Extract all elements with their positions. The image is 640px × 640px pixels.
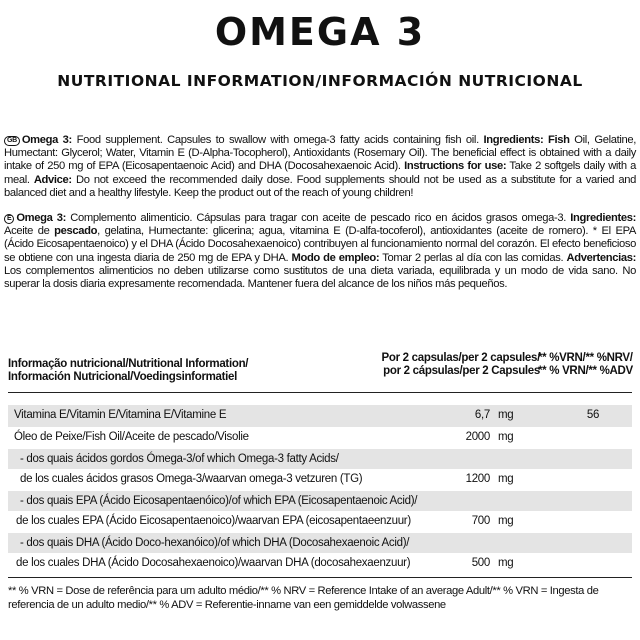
row-label: de los cuales ácidos grasos Omega-3/waarvan omega-3 vetzuren (TG) bbox=[20, 473, 363, 485]
ingredients-label: Ingredients: Fish bbox=[483, 134, 570, 146]
instructions-label: Modo de empleo: bbox=[291, 251, 380, 264]
row-unit: mg bbox=[498, 515, 514, 527]
fish-label: pescado bbox=[54, 225, 98, 238]
table-row bbox=[8, 469, 632, 491]
table-row bbox=[8, 491, 632, 511]
header-divider bbox=[8, 392, 632, 393]
row-label: de los cuales EPA (Ácido Eicosapentaenoico)/waarvan EPA (eicosapentaeenzuur) bbox=[16, 515, 411, 527]
description-text: Tomar 2 perlas al día con las comidas. bbox=[379, 251, 567, 264]
row-amount: 500 bbox=[471, 557, 490, 569]
header-amount-line: Por 2 capsulas/per 2 capsules/ bbox=[381, 352, 540, 364]
table-row bbox=[8, 511, 632, 533]
description-text: Take 2 softgels daily with a meal. bbox=[4, 160, 636, 186]
row-label: de los cuales DHA (Ácido Docosahexaenoico)/waarvan DHA (docosahexaenzuur) bbox=[16, 557, 411, 569]
description-text: Aceite de bbox=[4, 225, 55, 238]
row-label: - dos quais DHA (Ácido Doco-hexanóico)/of which DHA (Docosahexaenoic Acid)/ bbox=[20, 537, 410, 549]
table-row bbox=[8, 553, 632, 575]
row-unit: mg bbox=[498, 557, 514, 569]
language-badge-gb: GB bbox=[4, 136, 20, 146]
header-amount-column bbox=[380, 352, 540, 378]
nutrition-table-header bbox=[8, 352, 632, 388]
nutrition-table-body bbox=[8, 405, 632, 575]
header-label-line: Informação nutricional/Nutritional Information/ bbox=[8, 358, 249, 370]
table-bottom-divider bbox=[8, 577, 632, 578]
table-row bbox=[8, 533, 632, 553]
description-text: Complemento alimenticio. Cápsulas para tragar con aceite de pescado rico en ácidos grasos omega-3. bbox=[66, 212, 571, 224]
description-text: Oil, Gelatine, Humectant: Glycerol; Water, Vitamin E (D-Alpha-Tocopherol), Antioxidants (Rosemary Oil). The beneficial effect is obtained with a daily intake of 250 mg of EPA (Eicosapentaenoic Acid) and DHA (Docosahexaenoic Acid). bbox=[4, 134, 636, 173]
row-amount: 700 bbox=[471, 515, 490, 527]
description-text: Do not exceed the recommended daily dose. Food supplements should not be used as a substitute for a varied and balanced diet and a healthy lifestyle. Keep the product out of the reach of young children! bbox=[4, 173, 636, 199]
description-text: , gelatina, Humectante: glicerina; agua, vitamina E (D-alfa-tocoferol), antioxidantes (aceite de romero). * El EPA (Ácido Eicosapentaenoico) y el DHA (Ácido Docosahexaenoico) contribuyen al funcionamiento normal del corazón. El efecto beneficioso se obtiene con una ingesta diaria de 250 mg de EPA y DHA. bbox=[4, 225, 636, 264]
header-vrn-column bbox=[538, 352, 638, 378]
instructions-label: Instructions for use: bbox=[404, 160, 507, 173]
row-amount: 2000 bbox=[465, 431, 490, 443]
row-label: Óleo de Peixe/Fish Oil/Aceite de pescado/Visolie bbox=[14, 431, 249, 443]
row-label: Vitamina E/Vitamin E/Vitamina E/Vitamine E bbox=[14, 409, 227, 421]
english-description bbox=[4, 134, 636, 200]
table-row bbox=[8, 449, 632, 469]
row-label: - dos quais EPA (Ácido Eicosapentaenóico)/of which EPA (Eicosapentaenoic Acid)/ bbox=[20, 495, 418, 507]
language-badge-e: E bbox=[4, 214, 14, 224]
description-text: Los complementos alimenticios no deben utilizarse como sustitutos de una dieta variada, equilibrada y un modo de vida sano. No superar la dosis diaria expresamente recomendada. Mantener fuera del alcance de los niños más pequeños. bbox=[4, 264, 636, 291]
row-unit: mg bbox=[498, 431, 514, 443]
product-name-label: Omega 3: bbox=[16, 212, 67, 224]
section-subtitle: NUTRITIONAL INFORMATION/INFORMACIÓN NUTRICIONAL bbox=[57, 72, 583, 90]
row-amount: 1200 bbox=[465, 473, 490, 485]
header-vrn-line: ** %VRN/** %NRV/ bbox=[538, 352, 633, 364]
row-label: - dos quais ácidos gordos Ómega-3/of which Omega-3 fatty Acids/ bbox=[20, 453, 339, 465]
row-vrn: 56 bbox=[586, 409, 600, 421]
ingredients-label: Ingredientes: bbox=[570, 212, 636, 224]
header-label-column bbox=[8, 358, 288, 384]
row-amount: 6,7 bbox=[474, 409, 490, 421]
advice-label: Advice: bbox=[33, 173, 72, 186]
table-row bbox=[8, 427, 632, 449]
product-name-label: Omega 3: bbox=[21, 134, 72, 146]
reference-footnote: ** % VRN = Dose de referência para um adulto médio/** % NRV = Reference Intake of an average Adult/** % VRN = Ingesta de referencia de un adulto medio/** % ADV = Referentie-inname van een gemiddelde volwassene bbox=[8, 585, 599, 611]
header-vrn-line: ** % VRN/** %ADV bbox=[538, 365, 633, 377]
header-amount-line: por 2 cápsulas/per 2 Capsules bbox=[383, 365, 540, 377]
product-title: OMEGA 3 bbox=[214, 10, 426, 54]
advice-label: Advertencias: bbox=[566, 251, 636, 264]
spanish-description bbox=[4, 212, 636, 291]
header-label-line: Información Nutricional/Voedingsinformatiel bbox=[8, 371, 238, 383]
table-row bbox=[8, 405, 632, 427]
row-unit: mg bbox=[498, 473, 514, 485]
description-text: Food supplement. Capsules to swallow with omega-3 fatty acids containing fish oil. bbox=[71, 134, 484, 146]
row-unit: mg bbox=[498, 409, 514, 421]
